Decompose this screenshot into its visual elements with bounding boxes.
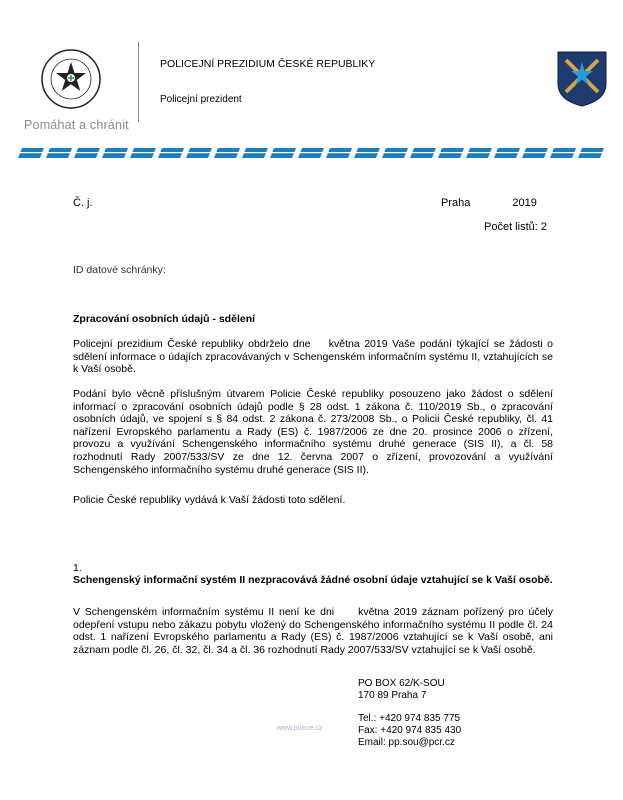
header-stripe [18,148,606,158]
paragraph-legal-basis: Podání bylo věcně příslušným útvarem Policie České republiky posouzeno jako žádost o sdělení informací o zpracování osobních údajů podle § 28 odst. 1 zákona č. 110/2019 Sb., o zpracování osobních údajů, ve spojení s § 84 odst. 2 zákona č. 273/2008 Sb., o Policii České republiky, čl. 41 nařízení Evropského parlamentu a Rady (ES) č. 1987/2006 ze dne 20. prosince 2006 o zřízení, provozu a využívání Schengenského informačního systému druhé generace (SIS II), a čl. 58 rozhodnutí Rady 2007/533/SV ze dne 12. června 2007 o zřízení, provozování a využívání Schengenského informačního systému druhé generace (SIS II). [73,388,553,476]
place-and-date [441,197,537,209]
year: 2019 [512,197,537,209]
paragraph-receipt-end: května 2019 Vaše podání týkající se žádosti o sdělení informace o údajích zpracovávaných v Schengenském informačním systému II, vztahujících se k Vaší osobě. [73,338,553,376]
footer-city: 170 89 Praha 7 [358,690,427,701]
paragraph-no-record-end: května 2019 záznam pořízený pro účely odepření vstupu nebo zákazu pobytu vložený do Schengenského informačního systému II podle čl. 24 odst. 1 nařízení Evropského parlamentu a Rady (ES) č. 1987/2006 vztahující se k Vaší osobě, ani záznam podle čl. 26, čl. 32, čl. 34 a čl. 36 rozhodnutí Rady 2007/533/SV vztahující se k Vaší osobě. [73,606,554,656]
paragraph-receipt [73,338,553,376]
letter-subject: Zpracování osobních údajů - sdělení [73,313,256,325]
header-divider [138,42,139,122]
paragraph-receipt-start: Policejní prezidium České republiky obdrželo dne [73,338,316,350]
footer-fax: Fax: +420 974 835 430 [358,725,462,736]
paragraph-no-record-start: V Schengenském informačním systému II není ke dni [73,606,339,618]
sender-role: Policejní prezident [160,94,242,105]
section-heading: Schengenský informační systém II nezpracovává žádné osobní údaje vztahující se k Vaší osobě. [73,574,553,586]
paragraph-statement: Policie České republiky vydává k Vaší žádosti toto sdělení. [73,494,346,506]
website-link[interactable]: www.policie.cz [277,725,323,732]
reference-number-label: Č. j. [73,197,93,209]
organization-name: POLICEJNÍ PREZIDIUM ČESKÉ REPUBLIKY [160,58,376,70]
footer-email[interactable]: Email: pp.sou@pcr.cz [358,737,455,748]
footer-pobox: PO BOX 62/K-SOU [358,678,445,689]
shield-emblem-icon [556,48,608,108]
paragraph-no-record [73,606,553,656]
police-motto: Pomáhat a chránit [24,118,129,132]
place: Praha [441,197,471,209]
footer-phone: Tel.: +420 974 835 775 [358,713,461,724]
police-star-emblem-icon [40,48,102,110]
page-count: Počet listů: 2 [484,221,547,233]
databox-label: ID datové schránky: [73,264,166,276]
section-number: 1. [73,562,82,574]
